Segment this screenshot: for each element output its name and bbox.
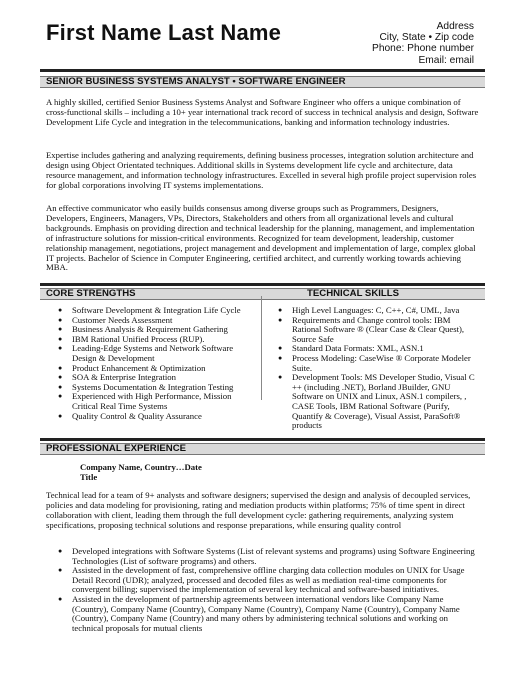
contact-email: Email: email [418,54,474,66]
summary-paragraph-3: An effective communicator who easily builds consensus among diverse groups such as Programmers, Designers, Developers, Engineers, Managers, VPs, Directors, Stakeholders and others from all organizational levels and cultural backgrounds. Emphasis on providing direction and technical leadership for the planning, management, and implementation of infrastructure solutions for mission-critical environments. Recognized for team development, leadership, customer relationship management, negotiations, project management and development and implementation of large, complex global IT projects. Bachelor of Science in Computer Engineering, certified architect, and currently working towards achieving MBA. [46,203,476,273]
contact-address: Address [436,21,474,32]
summary-paragraph-2: Expertise includes gathering and analyzing requirements, defining business processes, integration solution architecture and design using Object Orientated techniques. Additional skills in Systems development life cycle and architecture, data resource management, and information technology infrastructures. Excelled in several high profile project supervision roles for global corporations involving IT systems implementations. [46,150,477,190]
list-item: ● IBM Rational Unified Process (RUP). [58,335,256,345]
list-item: ● Software Development & Integration Life Cycle [58,306,256,316]
list-item: ● Quality Control & Quality Assurance [58,412,256,422]
job-title: Title [80,472,98,482]
list-item: ● Experienced with High Performance, Mission Critical Real Time Systems [58,392,256,411]
candidate-name: First Name Last Name [46,20,282,45]
core-strengths-heading: CORE STRENGTHS [46,288,136,299]
contact-city: City, State • Zip code [379,32,474,44]
experience-heading: PROFESSIONAL EXPERIENCE [46,443,187,454]
experience-bullets [58,547,478,633]
list-item: ● Business Analysis & Requirement Gathering [58,325,256,335]
list-item: ● Assisted in the development of fast, comprehensive offline charging data collection modules on UNIX for Usage Detail Record (UDR); analyzed, processed and decoded files as well as mediation real-time components for convergent billing; supervised the implementation of several key technical and software-based initiatives. [58,566,478,595]
technical-skills-list [278,306,478,431]
job-summary: Technical lead for a team of 9+ analysts and software designers; supervised the design and analysis of decoupled services, policies and data modeling for provisioning, rating and mediation products within platforms; 75% of time spent in direct collaboration with client, leading them through the full development cycle: gathering requirements, analyzing system specifications, proposing technical solutions and response preparations, while ensuring quality control [46,490,471,530]
list-item: ● Developed integrations with Software Systems (List of relevant systems and programs) using Software Engineering Technologies (List of software programs) and others. [58,547,478,566]
list-item: ● High Level Languages: C, C++, C#, UML, Java [278,306,478,316]
list-item: ● Development Tools: MS Developer Studio, Visual C ++ (including .NET), Borland JBuilder, GNU Software on UNIX and Linux, ASN.1 compilers, , CASE Tools, IBM Rational Software (Purify, Quantify & Coverage), Visual Assist, ParaSoft® products [278,373,478,431]
header-divider [40,69,485,72]
list-item: ● Standard Data Formats: XML, ASN.1 [278,344,478,354]
contact-phone: Phone: Phone number [372,43,474,55]
technical-skills-heading: TECHNICAL SKILLS [307,288,400,299]
experience-divider [40,438,485,441]
list-item: ● Leading-Edge Systems and Network Software Design & Development [58,344,256,363]
core-strengths-list [58,306,256,421]
company-line: Company Name, Country…Date [80,462,202,472]
summary-paragraph-1: A highly skilled, certified Senior Business Systems Analyst and Software Engineer who offers a unique combination of cross-functional skills – including a 10+ year international track record of success in technical analysis and design, Software Development Life Cycle and integration in the telecommunications, banking and information technology industries. [46,97,479,127]
list-item: ● Customer Needs Assessment [58,316,256,326]
list-item: ● Process Modeling: CaseWise ® Corporate Modeler Suite. [278,354,478,373]
list-item: ● Systems Documentation & Integration Testing [58,383,256,393]
list-item: ● Product Enhancement & Optimization [58,364,256,374]
section-divider [40,283,485,286]
title-band-text: SENIOR BUSINESS SYSTEMS ANALYST • SOFTWARE ENGINEER [46,76,346,87]
list-item: ● Assisted in the development of partnership agreements between international vendors like Company Name (Country), Company Name (Country), Company Name (Country), Company Name (Country), Company Name (Country), Company Name (Country) and many others by administering technical solutions and working on technical proposals for mutual clients [58,595,478,633]
column-divider [261,296,262,400]
list-item: ● SOA & Enterprise Integration [58,373,256,383]
contact-block [372,21,474,66]
list-item: ● Requirements and Change control tools: IBM Rational Software ® (Clear Case & Clear Quest), Source Safe [278,316,478,345]
